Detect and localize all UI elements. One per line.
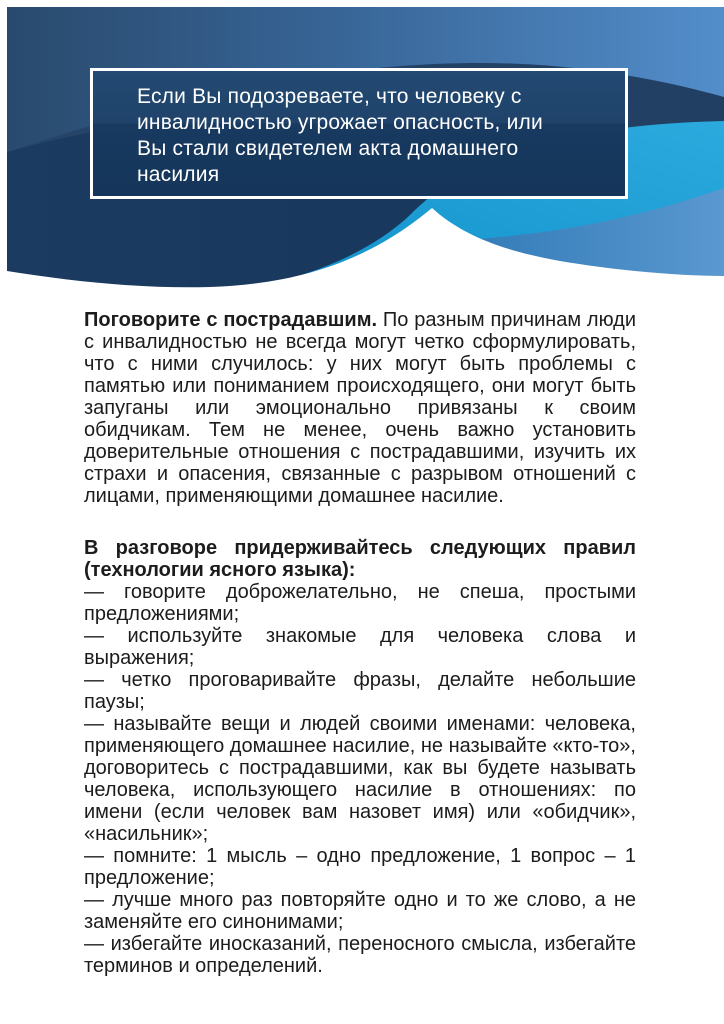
rule-item: — избегайте иносказаний, переносного смысла, избегайте терминов и определений.	[84, 933, 636, 977]
rule-item: — говорите доброжелательно, не спеша, простыми предложениями;	[84, 581, 636, 625]
body-text	[84, 309, 636, 977]
rules-heading: В разговоре придерживайтесь следующих правил (технологии ясного языка):	[84, 537, 636, 581]
title-line: Если Вы подозреваете, что человеку с	[137, 85, 522, 108]
title-line: насилия	[137, 163, 220, 186]
paragraph-body: По разным причинам люди с инвалидностью не всегда могут четко сформулировать, что с ними случилось: у них могут быть проблемы с памятью или пониманием происходящего, они могут быть запуганы или эмоционально привязаны к своим обидчикам. Тем не менее, очень важно установить доверительные отношения с пострадавшими, изучить их страхи и опасения, связанные с разрывом отношений с лицами, применяющими домашнее насилие.	[84, 309, 636, 507]
rule-item: — лучше много раз повторяйте одно и то же слово, а не заменяйте его синонимами;	[84, 889, 636, 933]
rule-item: — помните: 1 мысль – одно предложение, 1 вопрос – 1 предложение;	[84, 845, 636, 889]
title-box	[90, 68, 628, 199]
paragraph-talk-to-victim	[84, 309, 636, 507]
title-line: инвалидностью угрожает опасность, или	[137, 111, 543, 134]
rule-item: — используйте знакомые для человека слова и выражения;	[84, 625, 636, 669]
paragraph-lead: Поговорите с пострадавшим.	[84, 309, 378, 331]
title-line: Вы стали свидетелем акта домашнего	[137, 137, 519, 160]
top-margin	[0, 0, 724, 7]
rule-item: — называйте вещи и людей своими именами: человека, применяющего домашнее насилие, не называйте «кто-то», договоритесь с пострадавшими, как вы будете называть человека, использующего насилие в отношениях: по имени (если человек вам назовет имя) или «обидчик», «насильник»;	[84, 713, 636, 845]
rule-item: — четко проговаривайте фразы, делайте небольшие паузы;	[84, 669, 636, 713]
left-margin	[0, 0, 7, 300]
